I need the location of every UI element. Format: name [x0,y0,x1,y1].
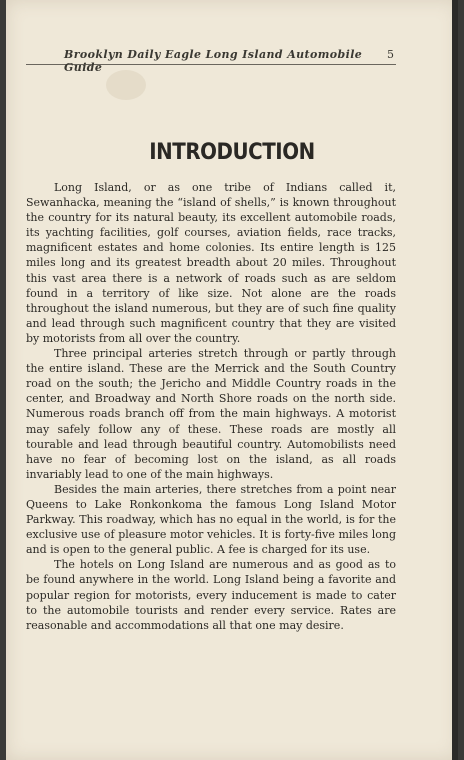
running-head [26,44,396,74]
book-page [6,0,458,760]
book-spine-edge [452,0,458,760]
chapter-heading: INTRODUCTION [149,140,315,165]
paragraph-1: Long Island, or as one tribe of Indians called it, Sewanhacka, meaning the “island of shells,” is known throughout the country for its natural beauty, its excellent automobile roads, its yachting facilities, golf courses, aviation fields, race tracks, magnificent estates and home colonies. Its entire length is 125 miles long and its greatest breadth about 20 miles. Throughout this vast area there is a network of roads such as are seldom found in a territory of like size. Not alone are the roads throughout the island numerous, but they are of such fine quality and lead through such magnificent country that they are visited by motorists from all over the country. [26,181,396,345]
page-stain [106,70,146,100]
body-text [26,180,396,633]
running-head-title: Brooklyn Daily Eagle Long Island Automobile Guide [64,48,363,74]
paragraph-2: Three principal arteries stretch through or partly through the entire island. These are the Merrick and the South Country road on the south; the Jericho and Middle Country roads in the center, and Broadway and North Shore roads on the north side. Numerous roads branch off from the main highways. A motorist may safely follow any of these. These roads are mostly all tourable and lead through beautiful country. Automobilists need have no fear of becoming lost on the island, as all roads invariably lead to one of the main highways. [26,347,396,481]
paragraph-3: Besides the main arteries, there stretches from a point near Queens to Lake Ronkonkoma the famous Long Island Motor Parkway. This roadway, which has no equal in the world, is for the exclusive use of pleasure motor vehicles. It is forty-five miles long and is open to the general public. A fee is charged for its use. [26,482,396,557]
paragraph-4: The hotels on Long Island are numerous and as good as to be found anywhere in the world. Long Island being a favorite and popular region for motorists, every inducement is made to cater to the automobile tourists and render every service. Rates are reasonable and accommodations all that one may desire. [26,558,396,632]
page-number: 5 [387,48,394,61]
